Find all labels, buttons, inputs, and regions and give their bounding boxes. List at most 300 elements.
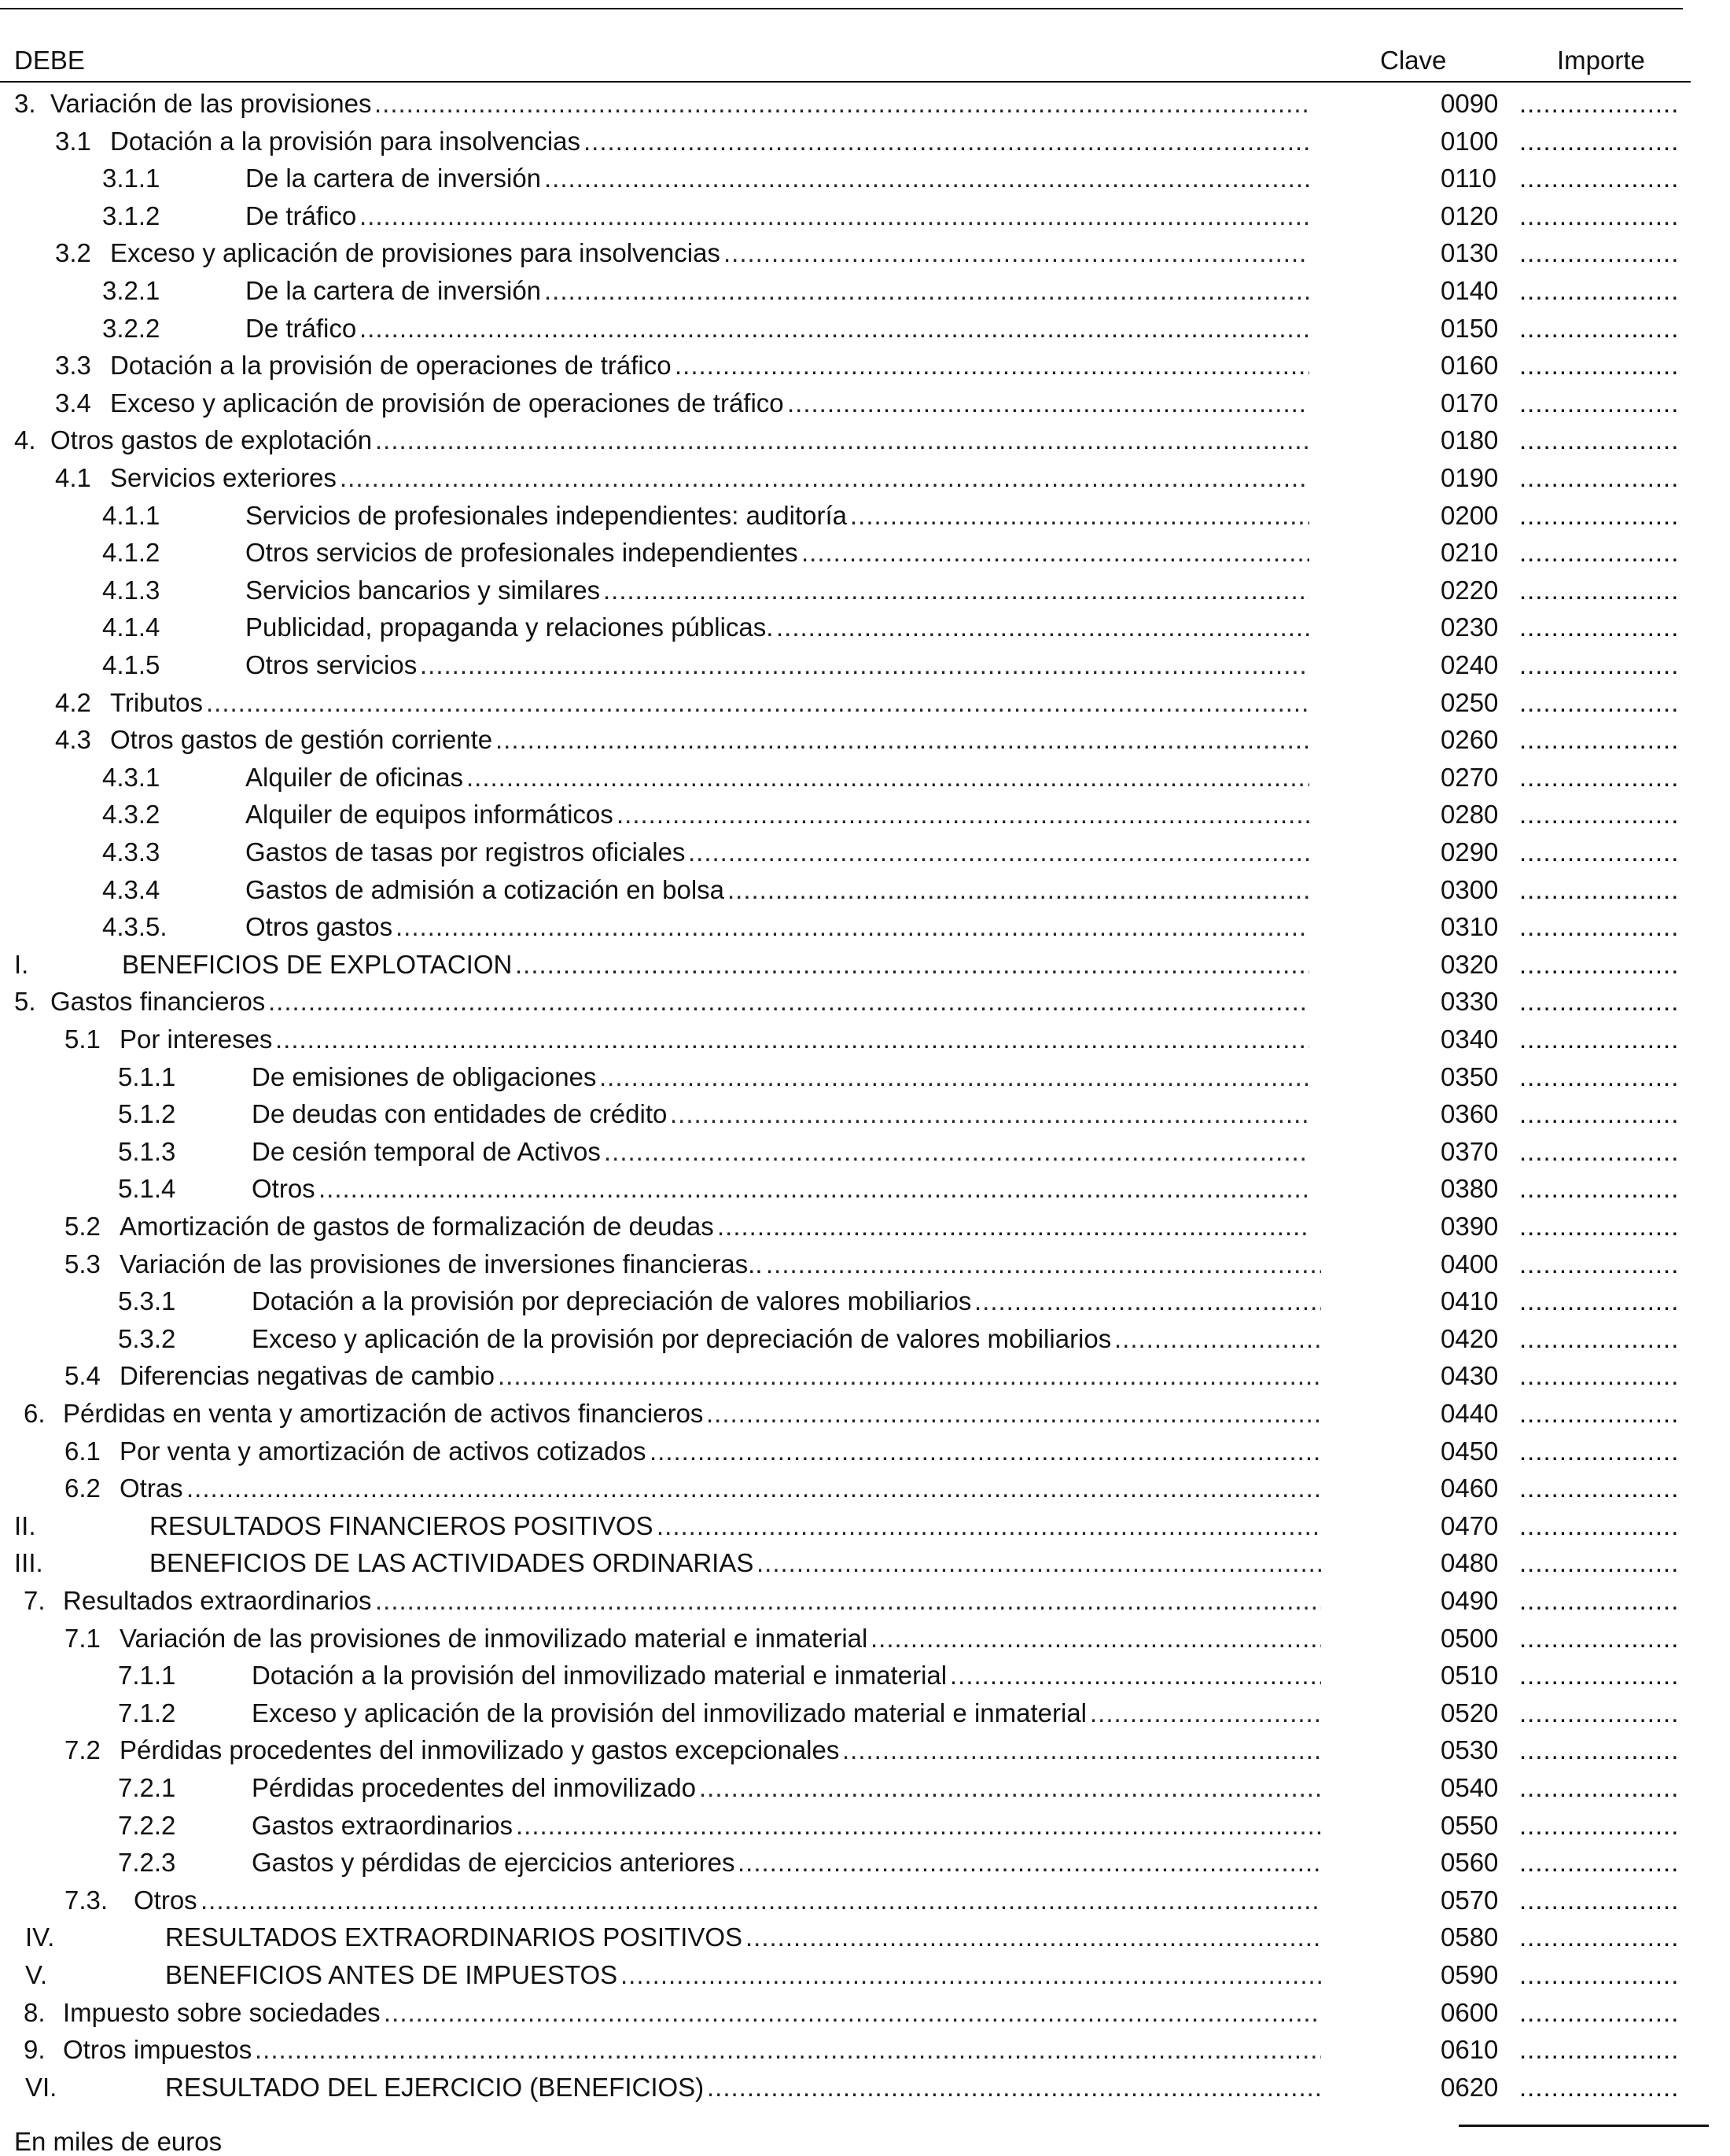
row-number: 3.1.2 — [102, 201, 160, 230]
importe-blank — [1519, 1698, 1677, 1729]
row-number: 4.1.2 — [102, 538, 160, 567]
row-label: Pérdidas procedentes del inmovilizado — [252, 1773, 696, 1802]
table-row — [0, 570, 1730, 608]
row-label: Otros — [134, 1886, 197, 1915]
leader-dots — [268, 986, 1309, 1017]
importe-blank — [1519, 724, 1677, 756]
leader-dots — [1114, 1323, 1321, 1355]
row-clave: 0120 — [1441, 201, 1499, 230]
importe-blank — [1519, 388, 1677, 419]
table-row — [0, 1356, 1730, 1393]
leader-dots — [340, 462, 1309, 494]
leader-dots — [255, 2034, 1321, 2066]
leader-dots — [723, 237, 1309, 269]
row-label: Alquiler de oficinas — [245, 763, 463, 792]
row-clave: 0390 — [1441, 1212, 1499, 1241]
row-clave: 0620 — [1441, 2073, 1499, 2102]
row-label: RESULTADOS FINANCIEROS POSITIVOS — [149, 1511, 653, 1540]
leader-dots — [842, 1735, 1321, 1766]
row-number: 4.3 — [55, 725, 91, 754]
row-number: II. — [14, 1511, 36, 1540]
row-number: 4.1.1 — [102, 501, 160, 530]
row-number: 4.3.3 — [102, 837, 160, 866]
leader-dots — [186, 1473, 1321, 1504]
leader-dots — [515, 949, 1309, 981]
importe-blank — [1519, 537, 1677, 568]
importe-blank — [1519, 275, 1677, 307]
row-clave: 0560 — [1441, 1848, 1499, 1877]
importe-blank — [1519, 88, 1677, 120]
row-label: BENEFICIOS DE EXPLOTACION — [122, 950, 513, 979]
leader-dots — [688, 837, 1309, 868]
row-number: 3.2.1 — [102, 276, 160, 305]
leader-dots — [359, 201, 1309, 232]
leader-dots — [717, 1211, 1309, 1242]
table-row — [0, 1693, 1730, 1731]
table-row — [0, 1618, 1730, 1656]
row-clave: 0360 — [1441, 1099, 1499, 1128]
importe-blank — [1519, 1173, 1677, 1205]
leader-dots — [516, 1810, 1321, 1841]
table-row — [0, 1580, 1730, 1618]
leader-dots — [756, 1547, 1321, 1579]
table-row — [0, 345, 1730, 383]
leader-dots — [650, 1436, 1321, 1467]
leader-dots — [776, 612, 1309, 643]
row-clave: 0290 — [1441, 837, 1499, 866]
row-label: Otros gastos — [245, 912, 393, 941]
row-clave: 0380 — [1441, 1174, 1499, 1203]
table-row — [0, 645, 1730, 682]
importe-blank — [1519, 126, 1677, 157]
row-clave: 0460 — [1441, 1474, 1499, 1503]
row-clave: 0520 — [1441, 1698, 1499, 1727]
table-row — [0, 532, 1730, 570]
row-label: Resultados extraordinarios — [63, 1586, 372, 1615]
row-clave: 0140 — [1441, 276, 1499, 305]
table-row — [0, 1730, 1730, 1768]
row-clave: 0170 — [1441, 388, 1499, 418]
row-clave: 0500 — [1441, 1624, 1499, 1653]
row-clave: 0420 — [1441, 1324, 1499, 1353]
row-label: Publicidad, propaganda y relaciones públicas. — [245, 613, 774, 642]
row-clave: 0340 — [1441, 1025, 1499, 1054]
leader-dots — [871, 1623, 1321, 1654]
importe-blank — [1519, 163, 1677, 194]
row-clave: 0540 — [1441, 1773, 1499, 1802]
table-row — [0, 2029, 1730, 2067]
importe-blank — [1519, 799, 1677, 830]
importe-blank — [1519, 837, 1677, 868]
leader-dots — [675, 350, 1309, 381]
row-number: 3.2.2 — [102, 314, 160, 343]
leader-dots — [318, 1173, 1309, 1205]
row-number: 4.3.1 — [102, 763, 160, 792]
row-label: Otros impuestos — [63, 2035, 252, 2064]
importe-blank — [1519, 1061, 1677, 1093]
importe-blank — [1519, 462, 1677, 494]
table-row — [0, 1468, 1730, 1506]
table-row — [0, 1917, 1730, 1955]
row-number: 7.2.3 — [118, 1848, 176, 1877]
table-row — [0, 233, 1730, 270]
row-number: 5. — [14, 987, 36, 1016]
table-row — [0, 907, 1730, 944]
row-number: 4.1.3 — [102, 576, 160, 605]
leader-dots — [599, 1061, 1309, 1093]
row-clave: 0320 — [1441, 950, 1499, 979]
row-clave: 0480 — [1441, 1548, 1499, 1577]
importe-blank — [1519, 1249, 1677, 1280]
leader-dots — [699, 1772, 1321, 1804]
row-label: Gastos y pérdidas de ejercicios anteriores — [252, 1848, 735, 1877]
table-row — [0, 1281, 1730, 1319]
column-header-clave: Clave — [1380, 46, 1447, 75]
row-number: 5.3 — [64, 1249, 101, 1279]
row-clave: 0300 — [1441, 875, 1499, 904]
row-label: Gastos de tasas por registros oficiales — [245, 837, 686, 866]
table-row — [0, 1319, 1730, 1356]
table-row — [0, 981, 1730, 1019]
row-clave: 0580 — [1441, 1922, 1499, 1952]
row-label: BENEFICIOS ANTES DE IMPUESTOS — [165, 1960, 618, 1989]
leader-dots — [544, 163, 1309, 194]
importe-blank — [1519, 350, 1677, 381]
table-row — [0, 121, 1730, 159]
importe-blank — [1519, 649, 1677, 681]
leader-dots — [670, 1098, 1309, 1130]
row-number: 6. — [24, 1399, 46, 1428]
table-row — [0, 308, 1730, 346]
row-clave: 0130 — [1441, 238, 1499, 267]
row-label: RESULTADO DEL EJERCICIO (BENEFICIOS) — [165, 2073, 705, 2102]
leader-dots — [745, 1922, 1321, 1953]
leader-dots — [950, 1660, 1321, 1691]
row-label: Dotación a la provisión de operaciones de tráfico — [110, 351, 672, 380]
leader-dots — [706, 1398, 1321, 1429]
row-number: 3.3 — [55, 351, 91, 380]
row-number: 5.2 — [64, 1212, 101, 1241]
row-clave: 0600 — [1441, 1998, 1499, 2027]
row-number: 5.3.2 — [118, 1324, 176, 1353]
importe-blank — [1519, 1772, 1677, 1804]
importe-blank — [1519, 1959, 1677, 1991]
leader-dots — [275, 1024, 1309, 1055]
row-label: RESULTADOS EXTRAORDINARIOS POSITIVOS — [165, 1922, 743, 1952]
row-number: 4.2 — [55, 688, 91, 717]
table-row — [0, 1506, 1730, 1543]
row-number: 3.1.1 — [102, 164, 160, 193]
row-number: 4.1.4 — [102, 613, 160, 642]
top-rule — [0, 8, 1683, 9]
row-label: Diferencias negativas de cambio — [120, 1361, 495, 1390]
row-label: De tráfico — [245, 201, 357, 230]
row-label: Impuesto sobre sociedades — [63, 1998, 381, 2027]
importe-blank — [1519, 1286, 1677, 1317]
leader-dots — [359, 313, 1309, 344]
table-row — [0, 1094, 1730, 1131]
row-label: Variación de las provisiones de inversiones financieras.. — [120, 1249, 763, 1279]
row-clave: 0440 — [1441, 1399, 1499, 1428]
table-row — [0, 1057, 1730, 1095]
table-row — [0, 832, 1730, 870]
row-label: Otros gastos de explotación — [50, 425, 373, 454]
row-number: V. — [25, 1960, 48, 1989]
row-clave: 0090 — [1441, 89, 1499, 118]
row-clave: 0610 — [1441, 2035, 1499, 2064]
importe-blank — [1519, 1735, 1677, 1766]
row-clave: 0550 — [1441, 1811, 1499, 1840]
importe-blank — [1519, 1810, 1677, 1841]
importe-blank — [1519, 762, 1677, 793]
leader-dots — [495, 724, 1309, 756]
row-number: 7.1 — [64, 1624, 101, 1653]
row-number: 5.3.1 — [118, 1286, 176, 1315]
row-number: 5.1.1 — [118, 1062, 176, 1091]
row-label: Otras — [120, 1474, 183, 1503]
table-row — [0, 719, 1730, 757]
importe-blank — [1519, 612, 1677, 643]
table-row — [0, 794, 1730, 832]
importe-blank — [1519, 313, 1677, 344]
row-clave: 0280 — [1441, 800, 1499, 829]
row-number: 7.2.1 — [118, 1773, 176, 1802]
row-label: BENEFICIOS DE LAS ACTIVIDADES ORDINARIAS — [149, 1548, 754, 1577]
leader-dots — [396, 911, 1309, 943]
row-label: Por intereses — [120, 1025, 273, 1054]
row-clave: 0220 — [1441, 576, 1499, 605]
row-number: 6.2 — [64, 1474, 101, 1503]
footer-note: En miles de euros — [14, 2127, 223, 2156]
table-row — [0, 944, 1730, 982]
row-number: 3.2 — [55, 238, 91, 267]
row-clave: 0190 — [1441, 463, 1499, 492]
table-row — [0, 1992, 1730, 2030]
table-row — [0, 1955, 1730, 1992]
importe-blank — [1519, 1473, 1677, 1504]
row-label: Servicios de profesionales independientes: auditoría — [245, 501, 847, 530]
row-label: Dotación a la provisión para insolvencias — [110, 127, 580, 156]
row-label: Exceso y aplicación de la provisión del inmovilizado material e inmaterial — [252, 1698, 1088, 1727]
leader-dots — [766, 1249, 1321, 1280]
row-number: 7.1.2 — [118, 1698, 176, 1727]
leader-dots — [1090, 1698, 1321, 1729]
importe-blank — [1519, 874, 1677, 906]
row-number: 4.3.2 — [102, 800, 160, 829]
row-label: Dotación a la provisión del inmovilizado material e inmaterial — [252, 1661, 948, 1690]
row-number: 5.1.3 — [118, 1137, 176, 1166]
importe-blank — [1519, 1922, 1677, 1953]
leader-dots — [384, 1997, 1321, 2029]
row-label: Amortización de gastos de formalización de deudas — [120, 1212, 714, 1241]
row-clave: 0330 — [1441, 987, 1499, 1016]
leader-dots — [206, 687, 1309, 719]
leader-dots — [466, 762, 1309, 793]
row-number: 9. — [24, 2035, 46, 2064]
row-number: 4. — [14, 425, 36, 454]
row-label: Servicios bancarios y similares — [245, 576, 601, 605]
row-number: 3. — [14, 89, 36, 118]
section-title: DEBE — [14, 46, 85, 75]
leader-dots — [617, 799, 1309, 830]
leader-dots — [604, 1136, 1309, 1168]
row-number: 4.3.5. — [102, 912, 167, 941]
leader-dots — [201, 1885, 1321, 1916]
row-clave: 0450 — [1441, 1437, 1499, 1466]
row-clave: 0530 — [1441, 1735, 1499, 1764]
row-number: 5.1.4 — [118, 1174, 176, 1203]
header-rule — [0, 81, 1691, 83]
row-label: Gastos extraordinarios — [252, 1811, 513, 1840]
leader-dots — [375, 425, 1309, 456]
row-label: Dotación a la provisión por depreciación de valores mobiliarios — [252, 1286, 972, 1315]
row-number: I. — [14, 950, 29, 979]
table-row — [0, 270, 1730, 308]
row-clave: 0350 — [1441, 1062, 1499, 1091]
table-row — [0, 196, 1730, 234]
importe-blank — [1519, 1510, 1677, 1542]
row-number: 7.2 — [64, 1735, 101, 1764]
leader-dots — [801, 537, 1309, 568]
row-label: De cesión temporal de Activos — [252, 1137, 601, 1166]
importe-blank — [1519, 500, 1677, 532]
row-number: 8. — [24, 1998, 46, 2027]
importe-blank — [1519, 425, 1677, 456]
row-label: De la cartera de inversión — [245, 276, 542, 305]
table-row — [0, 1543, 1730, 1580]
row-clave: 0590 — [1441, 1960, 1499, 1989]
importe-blank — [1519, 1997, 1677, 2029]
importe-blank — [1519, 1660, 1677, 1691]
row-clave: 0210 — [1441, 538, 1499, 567]
table-row — [0, 1206, 1730, 1244]
row-label: Otros servicios — [245, 650, 418, 679]
table-row — [0, 607, 1730, 645]
row-label: Otros gastos de gestión corriente — [110, 725, 493, 754]
leader-dots — [544, 275, 1309, 307]
row-label: Servicios exteriores — [110, 463, 337, 492]
row-number: 7.3. — [64, 1886, 109, 1915]
table-row — [0, 1244, 1730, 1282]
importe-blank — [1519, 1847, 1677, 1878]
row-clave: 0110 — [1441, 164, 1496, 193]
importe-blank — [1519, 1623, 1677, 1654]
row-clave: 0160 — [1441, 351, 1499, 380]
row-number: VI. — [25, 2073, 57, 2102]
table-row — [0, 1842, 1730, 1880]
row-clave: 0270 — [1441, 763, 1499, 792]
row-clave: 0510 — [1441, 1661, 1499, 1690]
row-label: Gastos financieros — [50, 987, 266, 1016]
importe-blank — [1519, 1547, 1677, 1579]
table-row — [0, 757, 1730, 795]
importe-blank — [1519, 2034, 1677, 2066]
importe-blank — [1519, 1323, 1677, 1355]
row-clave: 0240 — [1441, 650, 1499, 679]
table-row — [0, 383, 1730, 421]
row-number: 6.1 — [64, 1437, 101, 1466]
importe-blank — [1519, 1136, 1677, 1168]
importe-blank — [1519, 986, 1677, 1017]
row-clave: 0230 — [1441, 613, 1499, 642]
table-row — [0, 1393, 1730, 1431]
row-clave: 0180 — [1441, 425, 1499, 454]
leader-dots — [603, 575, 1309, 606]
row-number: 5.1 — [64, 1025, 101, 1054]
row-number: 4.1.5 — [102, 650, 160, 679]
table-row — [0, 682, 1730, 720]
row-clave: 0570 — [1441, 1886, 1499, 1915]
importe-blank — [1519, 1098, 1677, 1130]
row-label: Otros servicios de profesionales independientes — [245, 538, 798, 567]
row-number: 7.1.1 — [118, 1661, 176, 1690]
row-number: 3.4 — [55, 388, 91, 418]
leader-dots — [974, 1286, 1321, 1317]
table-row — [0, 83, 1730, 121]
table-row — [0, 1655, 1730, 1693]
row-label: Exceso y aplicación de la provisión por depreciación de valores mobiliarios — [252, 1324, 1112, 1353]
row-number: 7.2.2 — [118, 1811, 176, 1840]
row-label: De emisiones de obligaciones — [252, 1062, 597, 1091]
row-number: IV. — [25, 1922, 55, 1952]
row-number: 5.1.2 — [118, 1099, 176, 1128]
leader-dots — [420, 649, 1309, 681]
table-row — [0, 158, 1730, 196]
row-label: Exceso y aplicación de provisión de operaciones de tráfico — [110, 388, 784, 418]
leader-dots — [374, 88, 1309, 120]
row-number: 5.4 — [64, 1361, 101, 1390]
table-row — [0, 1131, 1730, 1169]
importe-blank — [1519, 2072, 1677, 2103]
leader-dots — [583, 126, 1309, 157]
row-clave: 0430 — [1441, 1361, 1499, 1390]
leader-dots — [498, 1360, 1321, 1392]
row-label: Tributos — [110, 688, 203, 717]
importe-blank — [1519, 911, 1677, 943]
table-row — [0, 1805, 1730, 1843]
importe-blank — [1519, 1211, 1677, 1242]
row-clave: 0470 — [1441, 1511, 1499, 1540]
table-row — [0, 458, 1730, 495]
row-clave: 0250 — [1441, 688, 1499, 717]
leader-dots — [707, 2072, 1321, 2103]
table-row — [0, 1168, 1730, 1206]
importe-blank — [1519, 1436, 1677, 1467]
leader-dots — [620, 1959, 1321, 1991]
row-label: Variación de las provisiones de inmovilizado material e inmaterial — [120, 1624, 868, 1653]
column-header-importe: Importe — [1557, 46, 1645, 75]
table-row — [0, 420, 1730, 458]
row-label: Pérdidas procedentes del inmovilizado y gastos excepcionales — [120, 1735, 840, 1764]
row-clave: 0370 — [1441, 1137, 1499, 1166]
bottom-rule — [1459, 2125, 1709, 2127]
importe-blank — [1519, 237, 1677, 269]
leader-dots — [787, 388, 1309, 419]
row-clave: 0400 — [1441, 1249, 1499, 1279]
table-row — [0, 2067, 1730, 2105]
table-row — [0, 1431, 1730, 1469]
importe-blank — [1519, 1398, 1677, 1429]
row-label: De la cartera de inversión — [245, 164, 542, 193]
row-label: Exceso y aplicación de provisiones para insolvencias — [110, 238, 720, 267]
importe-blank — [1519, 687, 1677, 719]
table-row — [0, 1768, 1730, 1805]
importe-blank — [1519, 1585, 1677, 1617]
table-row — [0, 870, 1730, 907]
row-clave: 0310 — [1441, 912, 1499, 941]
importe-blank — [1519, 201, 1677, 232]
row-label: Gastos de admisión a cotización en bolsa — [245, 875, 725, 904]
